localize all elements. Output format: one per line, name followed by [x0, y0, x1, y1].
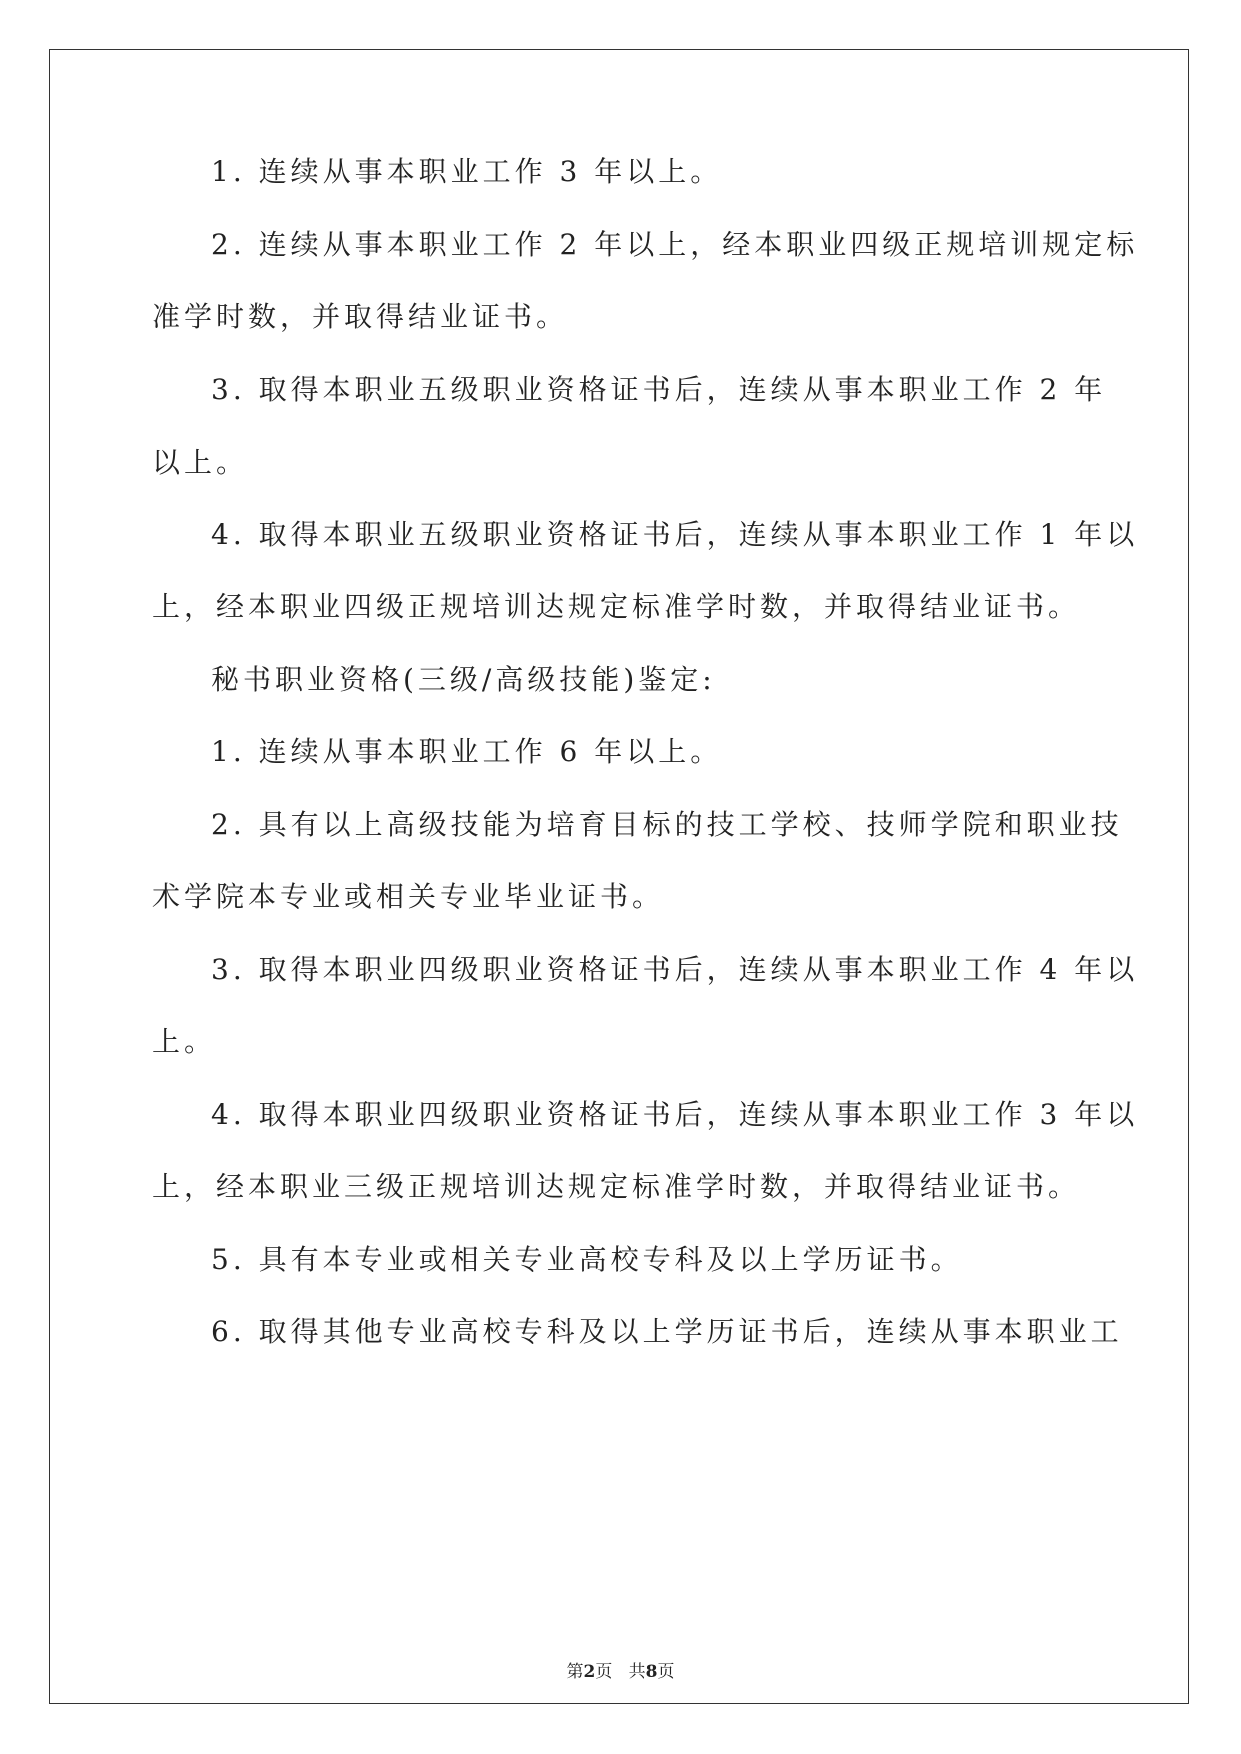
- paragraph-line: 5. 具有本专业或相关专业高校专科及以上学历证书。: [211, 1243, 963, 1276]
- paragraph-line: 上。: [152, 1025, 217, 1058]
- paragraph-line: 3. 取得本职业四级职业资格证书后，连续从事本职业工作 4 年以: [211, 953, 1139, 986]
- total-label-prefix: 共: [628, 1662, 646, 1682]
- paragraph-line: 以上。: [152, 446, 249, 479]
- paragraph-line: 1. 连续从事本职业工作 6 年以上。: [211, 735, 723, 768]
- paragraph-line: 上，经本职业三级正规培训达规定标准学时数，并取得结业证书。: [152, 1170, 1081, 1203]
- paragraph-line: 2. 具有以上高级技能为培育目标的技工学校、技师学院和职业技: [211, 808, 1123, 841]
- paragraph-line: 上，经本职业四级正规培训达规定标准学时数，并取得结业证书。: [152, 590, 1081, 623]
- page-footer: [0, 1660, 1241, 1684]
- page-label-suffix: 页: [595, 1662, 613, 1682]
- paragraph-line: 1. 连续从事本职业工作 3 年以上。: [211, 155, 723, 188]
- paragraph-line: 4. 取得本职业五级职业资格证书后，连续从事本职业工作 1 年以: [211, 518, 1139, 551]
- paragraph-line: 术学院本专业或相关专业毕业证书。: [152, 880, 665, 913]
- paragraph-line: 4. 取得本职业四级职业资格证书后，连续从事本职业工作 3 年以: [211, 1098, 1139, 1131]
- paragraph-line: 6. 取得其他专业高校专科及以上学历证书后，连续从事本职业工: [211, 1315, 1123, 1348]
- paragraph-line: 3. 取得本职业五级职业资格证书后，连续从事本职业工作 2 年: [211, 373, 1107, 406]
- paragraph-line: 准学时数，并取得结业证书。: [152, 300, 569, 333]
- page-number: 2: [583, 1662, 596, 1682]
- total-pages: 8: [645, 1662, 658, 1682]
- section-heading: 秘书职业资格(三级/高级技能)鉴定:: [211, 663, 716, 696]
- total-label-suffix: 页: [657, 1662, 675, 1682]
- paragraph-line: 2. 连续从事本职业工作 2 年以上，经本职业四级正规培训规定标: [211, 228, 1139, 261]
- page-label-prefix: 第: [566, 1662, 584, 1682]
